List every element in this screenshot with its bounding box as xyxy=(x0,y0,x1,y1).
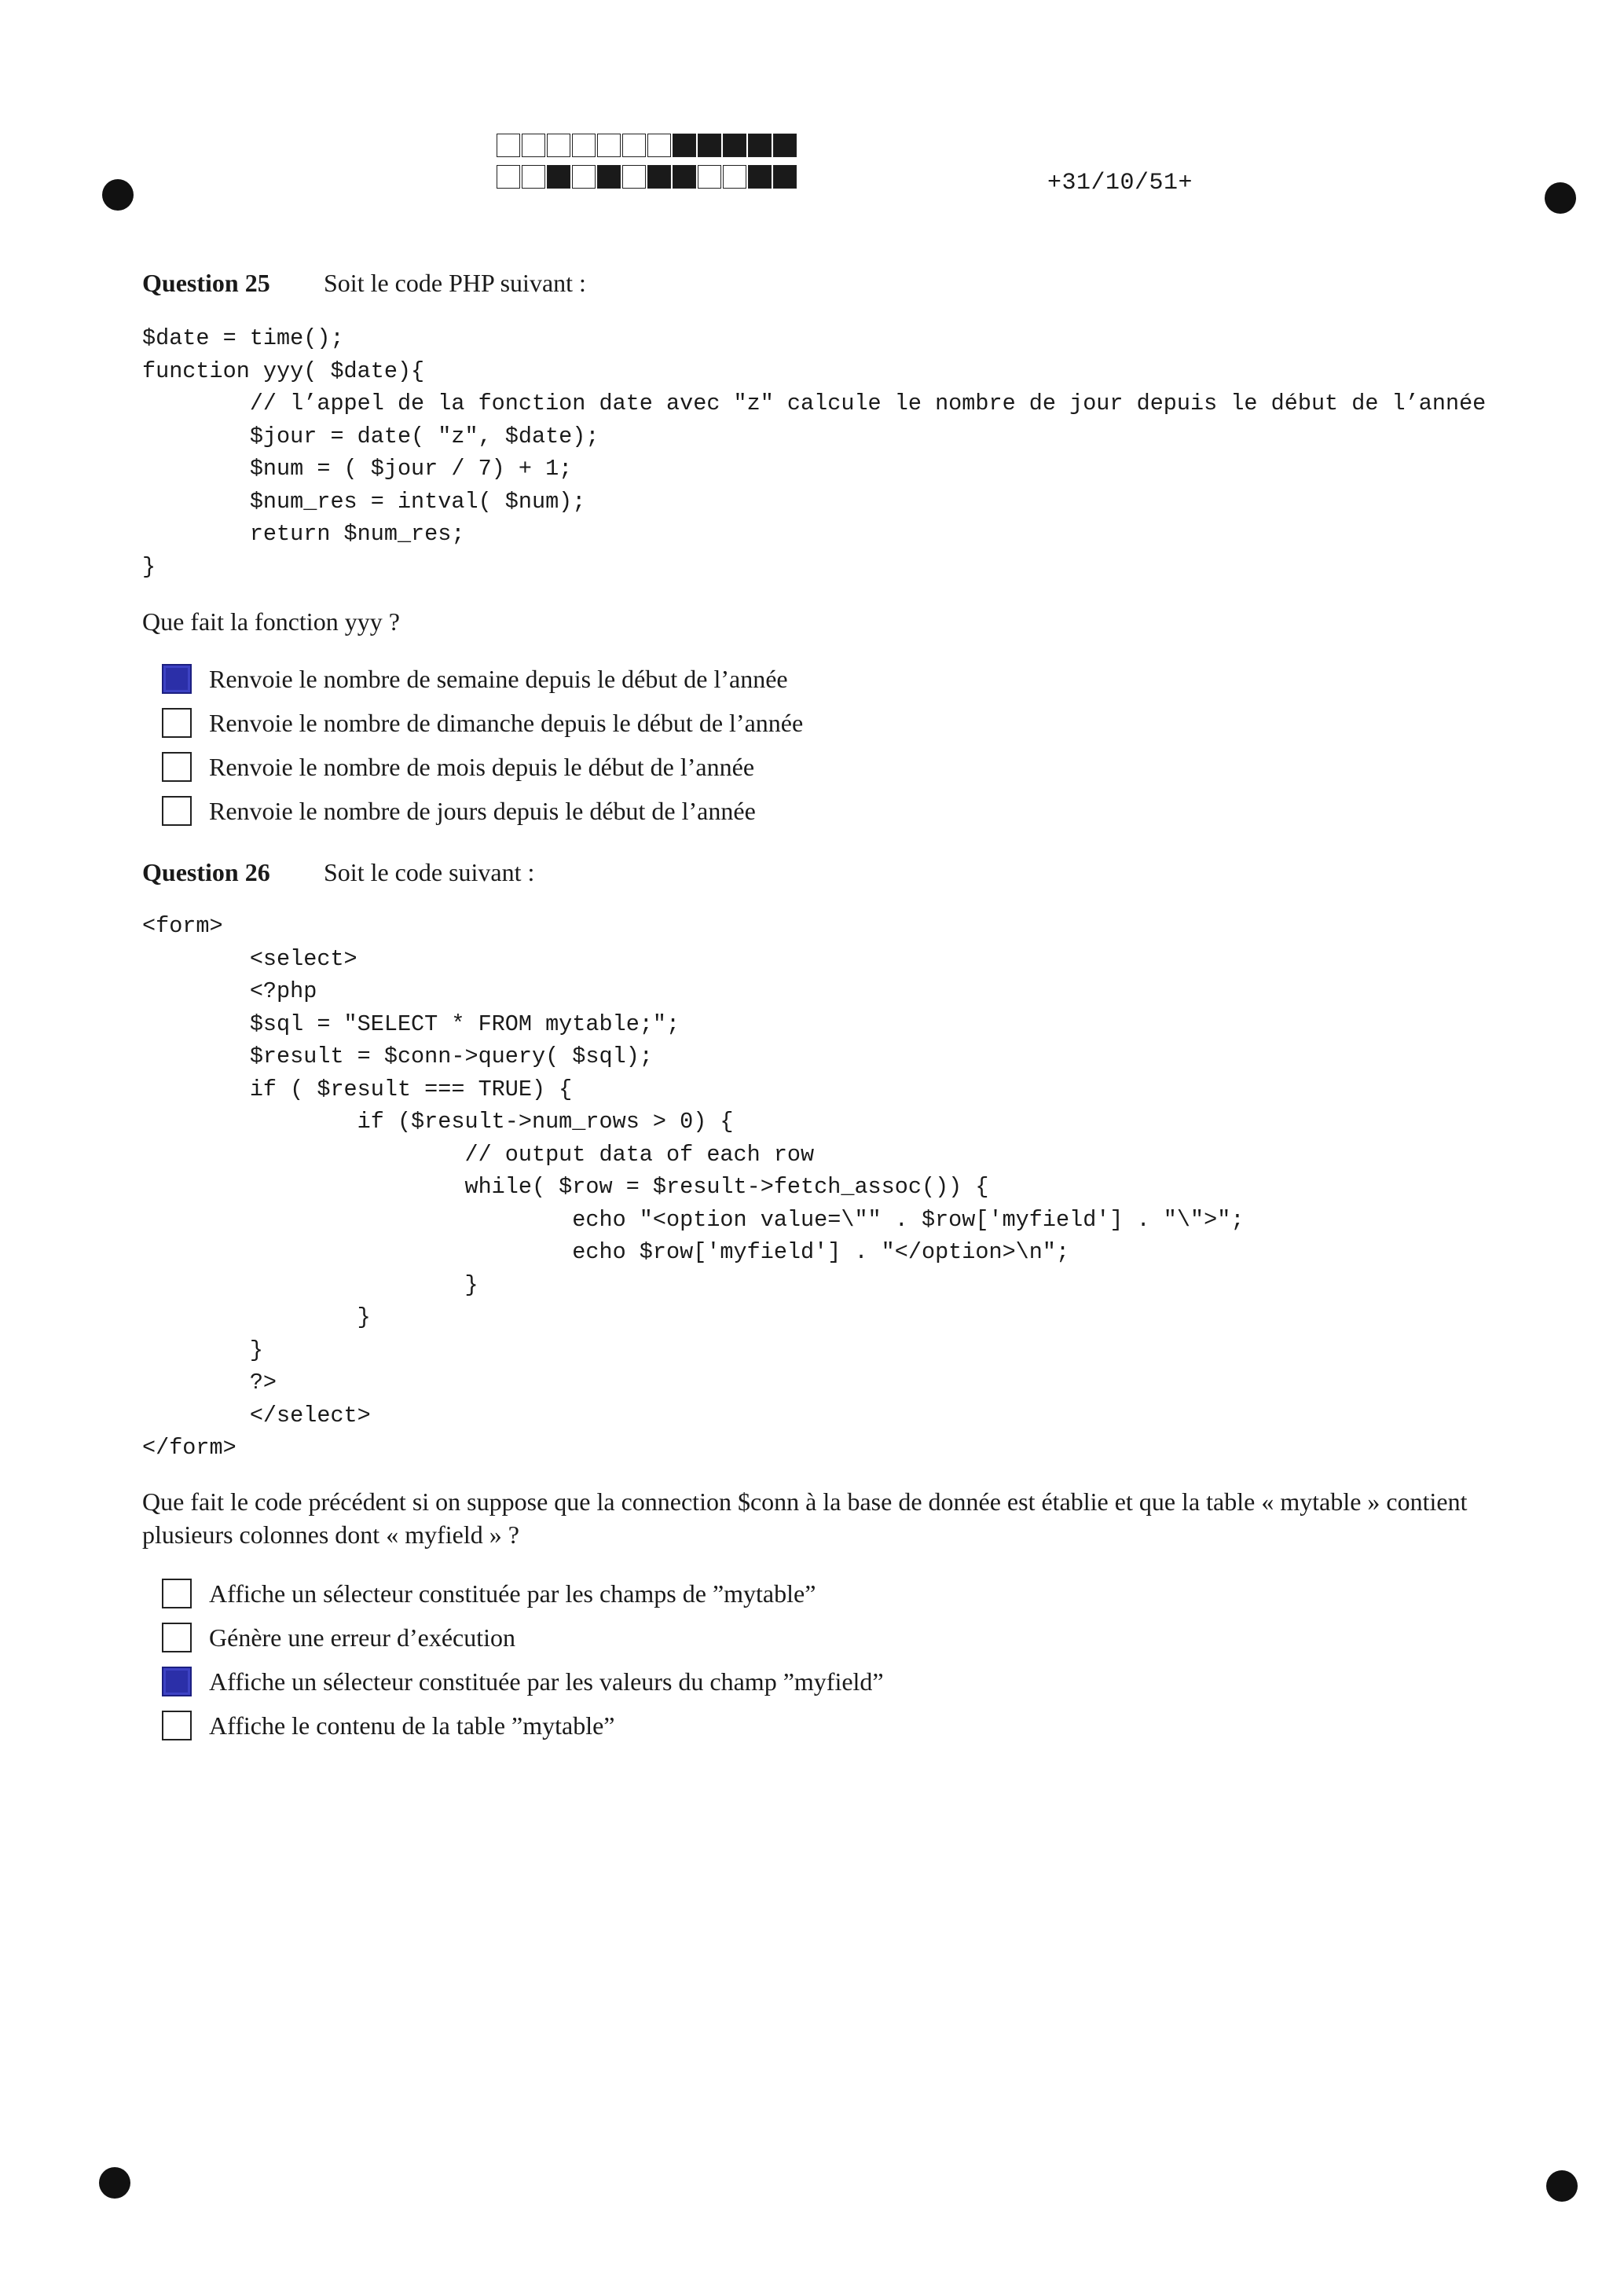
answer-checkbox[interactable] xyxy=(162,1623,192,1652)
barcode-cell xyxy=(748,134,772,157)
question-25-prompt: Que fait la fonction yyy ? xyxy=(142,607,400,636)
barcode-cell xyxy=(547,165,570,189)
barcode-cell xyxy=(597,165,621,189)
question-25-answers xyxy=(162,657,803,833)
answer-label: Génère une erreur d’exécution xyxy=(209,1623,515,1652)
registration-mark-bottom-left xyxy=(99,2167,130,2199)
barcode-cell xyxy=(597,134,621,157)
question-26-code-block: <form> <select> <?php $sql = "SELECT * FROM mytable;"; $result = $conn->query( $sql); if ( $result === TRUE) { if ($result->num_rows > 0) { // output data of each row while( $row = $result->fetch_assoc()) { echo "<option value=\"" . $row['myfield'] . "\">"; echo $row['myfield'] . "</option>\n"; } } } ?> </select> </form> xyxy=(142,913,1245,1461)
barcode-cell xyxy=(572,165,596,189)
answer-option[interactable] xyxy=(162,701,803,745)
answer-option[interactable] xyxy=(162,789,803,833)
registration-mark-top-left xyxy=(102,179,134,211)
question-25-header xyxy=(142,269,586,298)
barcode-cell xyxy=(723,134,746,157)
answer-option[interactable] xyxy=(162,657,803,701)
answer-label: Affiche un sélecteur constituée par les champs de ”mytable” xyxy=(209,1579,816,1608)
barcode-cell xyxy=(547,134,570,157)
answer-label: Renvoie le nombre de jours depuis le début de l’année xyxy=(209,796,756,825)
question-intro: Soit le code PHP suivant : xyxy=(324,269,586,297)
answer-option[interactable] xyxy=(162,745,803,789)
barcode-cell xyxy=(673,134,696,157)
answer-label: Renvoie le nombre de semaine depuis le début de l’année xyxy=(209,664,788,693)
answer-checkbox[interactable] xyxy=(162,1711,192,1740)
question-number: Question 25 xyxy=(142,269,270,297)
page-identifier: +31/10/51+ xyxy=(1047,170,1193,196)
answer-option[interactable] xyxy=(162,1660,884,1704)
barcode-cell xyxy=(522,165,545,189)
barcode-cell xyxy=(622,134,646,157)
answer-checkbox[interactable] xyxy=(162,1579,192,1608)
registration-mark-bottom-right xyxy=(1546,2170,1578,2202)
answer-option[interactable] xyxy=(162,1572,884,1616)
answer-option[interactable] xyxy=(162,1616,884,1660)
barcode-cell xyxy=(673,165,696,189)
barcode-cell xyxy=(572,134,596,157)
answer-label: Affiche le contenu de la table ”mytable” xyxy=(209,1711,615,1740)
barcode-cell xyxy=(698,165,721,189)
barcode-cell xyxy=(497,165,520,189)
answer-checkbox[interactable] xyxy=(162,796,192,826)
answer-checkbox[interactable] xyxy=(162,752,192,782)
answer-checkbox[interactable] xyxy=(162,1667,192,1696)
barcode-cell xyxy=(497,134,520,157)
question-26-header xyxy=(142,858,534,887)
question-26-prompt: Que fait le code précédent si on suppose que la connection $conn à la base de donnée est établie et que la table « mytable » contient plusieurs colonnes dont « myfield » ? xyxy=(142,1487,1468,1549)
question-26-answers xyxy=(162,1572,884,1748)
barcode-cell xyxy=(647,165,671,189)
answer-option[interactable] xyxy=(162,1704,884,1748)
question-number: Question 26 xyxy=(142,858,270,886)
question-intro: Soit le code suivant : xyxy=(324,858,535,886)
answer-checkbox[interactable] xyxy=(162,664,192,694)
barcode-cell xyxy=(723,165,746,189)
barcode-cell xyxy=(748,165,772,189)
registration-mark-top-right xyxy=(1545,182,1576,214)
barcode-cell xyxy=(773,165,797,189)
answer-label: Affiche un sélecteur constituée par les valeurs du champ ”myfield” xyxy=(209,1667,884,1696)
barcode-cell xyxy=(698,134,721,157)
question-25-code-block: $date = time(); function yyy( $date){ // l’appel de la fonction date avec "z" calcule le nombre de jour depuis le début de l’année $jour = date( "z", $date); $num = ( $jour / 7) + 1; $num_res = intval( $num); return $num_res; } xyxy=(142,325,1487,580)
page-barcode-row-1 xyxy=(497,134,798,159)
page-barcode-row-2 xyxy=(497,165,798,190)
answer-label: Renvoie le nombre de dimanche depuis le début de l’année xyxy=(209,708,804,737)
answer-checkbox[interactable] xyxy=(162,708,192,738)
barcode-cell xyxy=(622,165,646,189)
barcode-cell xyxy=(647,134,671,157)
answer-label: Renvoie le nombre de mois depuis le début de l’année xyxy=(209,752,755,781)
barcode-cell xyxy=(773,134,797,157)
barcode-cell xyxy=(522,134,545,157)
